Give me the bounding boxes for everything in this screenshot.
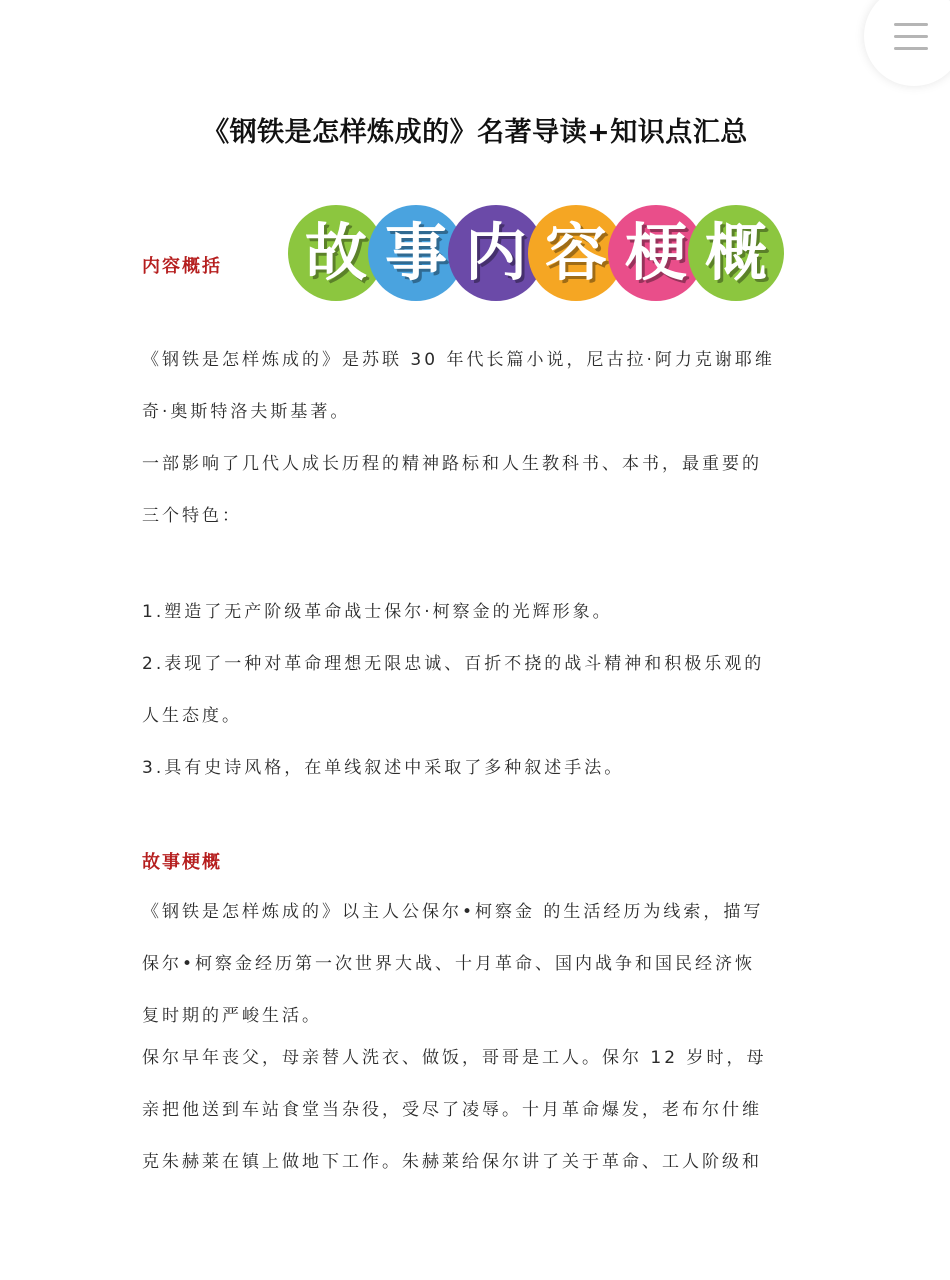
banner-char-5: 梗 — [624, 216, 687, 289]
story-line-4: 保尔早年丧父，母亲替人洗衣、做饭，哥哥是工人。保尔 12 岁时，母 — [142, 1048, 767, 1068]
banner-char-2: 事 — [384, 216, 447, 289]
feature-line-2: 2.表现了一种对革命理想无限忠诚、百折不挠的战斗精神和积极乐观的 — [142, 654, 765, 674]
content-line-4: 三个特色： — [142, 506, 242, 526]
story-line-2: 保尔•柯察金经历第一次世界大战、十月革命、国内战争和国民经济恢 — [142, 954, 756, 974]
content-line-2: 奇·奥斯特洛夫斯基著。 — [142, 402, 351, 422]
feature-line-1: 1.塑造了无产阶级革命战士保尔·柯察金的光辉形象。 — [142, 602, 613, 622]
story-line-1: 《钢铁是怎样炼成的》以主人公保尔•柯察金 的生活经历为线索，描写 — [142, 902, 764, 922]
banner-char-1: 故 — [304, 216, 367, 289]
story-line-5: 亲把他送到车站食堂当杂役，受尽了凌辱。十月革命爆发，老布尔什维 — [142, 1100, 762, 1120]
content-line-3: 一部影响了几代人成长历程的精神路标和人生教科书、本书，最重要的 — [142, 454, 762, 474]
banner-char-4: 容 — [544, 216, 607, 289]
story-line-6: 克朱赫莱在镇上做地下工作。朱赫莱给保尔讲了关于革命、工人阶级和 — [142, 1152, 762, 1172]
banner-char-3: 内 — [464, 216, 527, 289]
menu-button[interactable] — [864, 0, 950, 86]
story-summary-banner — [288, 205, 788, 310]
content-line-1: 《钢铁是怎样炼成的》是苏联 30 年代长篇小说，尼古拉·阿力克谢耶维 — [142, 350, 775, 370]
story-line-3: 复时期的严峻生活。 — [142, 1006, 322, 1026]
hamburger-menu-icon — [894, 23, 928, 53]
page-title: 《钢铁是怎样炼成的》名著导读+知识点汇总 — [202, 117, 748, 148]
banner-char-6: 概 — [704, 216, 767, 289]
section-label-content-summary: 内容概括 — [142, 256, 222, 277]
feature-line-4: 3.具有史诗风格，在单线叙述中采取了多种叙述手法。 — [142, 758, 625, 778]
section-label-story-summary: 故事梗概 — [142, 852, 222, 873]
feature-line-3: 人生态度。 — [142, 706, 242, 726]
